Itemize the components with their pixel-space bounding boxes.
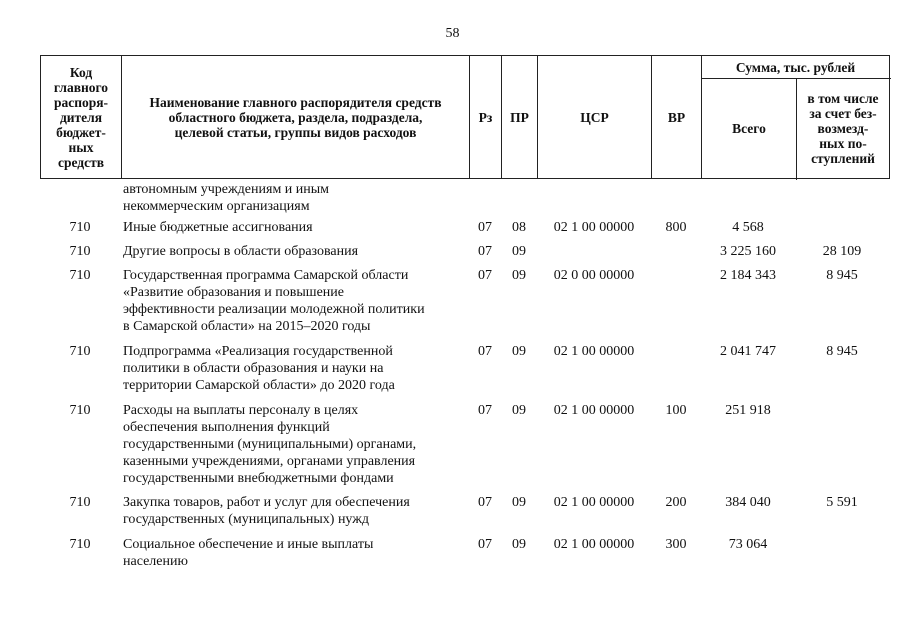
table-row-3-name: Государственная программа Самарской области «Развитие образования и повышение эффективности реализации молодежной политики в Самарской области» на 2015–2020 годы xyxy=(123,268,425,334)
header-csr: ЦСР xyxy=(580,109,609,125)
table-row-6-free: 5 591 xyxy=(826,495,858,510)
table-row-6-name: Закупка товаров, работ и услуг для обеспечения государственных (муниципальных) нужд xyxy=(123,495,410,527)
table-row-1-name: Иные бюджетные ассигнования xyxy=(123,220,313,235)
header-sum: Сумма, тыс. рублей xyxy=(735,59,856,75)
table-row-4-code: 710 xyxy=(69,344,91,359)
table-row-5-csr: 02 1 00 00000 xyxy=(553,403,635,418)
table-row-1-rz: 07 xyxy=(478,220,492,235)
table-row-6-csr: 02 1 00 00000 xyxy=(553,495,635,510)
table-row-2-pr: 09 xyxy=(512,244,526,259)
table-row-5-vr: 100 xyxy=(665,403,687,418)
table-row-7-rz: 07 xyxy=(478,537,492,552)
table-row-3-pr: 09 xyxy=(512,268,526,283)
table-row-6-code: 710 xyxy=(69,495,91,510)
table-row-7-vr: 300 xyxy=(665,537,687,552)
table-row-4-name: Подпрограмма «Реализация государственной политики в области образования и науки на территории Самарской области» до 2020 года xyxy=(123,344,395,393)
header-vr: ВР xyxy=(667,109,686,125)
table-row-3-rz: 07 xyxy=(478,268,492,283)
table-row-1-pr: 08 xyxy=(512,220,526,235)
table-row-4-csr: 02 1 00 00000 xyxy=(553,344,635,359)
table-row-7-total: 73 064 xyxy=(728,537,768,552)
table-row-4-free: 8 945 xyxy=(826,344,858,359)
table-row-2-free: 28 109 xyxy=(822,244,862,259)
table-row-1-vr: 800 xyxy=(665,220,687,235)
table-row-1-code: 710 xyxy=(69,220,91,235)
table-row-5-total: 251 918 xyxy=(725,403,771,418)
table-row-7-name: Социальное обеспечение и иные выплаты населению xyxy=(123,537,374,569)
header-total: Всего xyxy=(732,121,766,136)
table-row-1-total: 4 568 xyxy=(732,220,764,235)
table-header xyxy=(40,55,890,179)
table-row-7-pr: 09 xyxy=(512,537,526,552)
table-row-2-name: Другие вопросы в области образования xyxy=(123,244,359,259)
table-row-3-code: 710 xyxy=(69,268,91,283)
table-row-6-rz: 07 xyxy=(478,495,492,510)
table-row-0-name: автономным учреждениям и иным некоммерческим организациям xyxy=(123,182,330,214)
table-row-3-free: 8 945 xyxy=(826,268,858,283)
table-row-2-code: 710 xyxy=(69,244,91,259)
header-rz: Рз xyxy=(478,109,493,125)
table-row-7-code: 710 xyxy=(69,537,91,552)
table-row-5-name: Расходы на выплаты персоналу в целях обеспечения выполнения функций государственными (муниципальными) органами, казенными учреждениями, органами управления государственными внебюджетными фондами xyxy=(123,403,417,486)
table-row-4-rz: 07 xyxy=(478,344,492,359)
header-code: Код главного распоря- дителя бюджет- ных средств xyxy=(53,64,109,170)
header-name: Наименование главного распорядителя средств областного бюджета, раздела, подраздела, целевой статьи, группы видов расходов xyxy=(149,94,442,140)
header-free: в том числе за счет без- возмезд- ных по- ступлений xyxy=(807,91,879,166)
table-row-1-csr: 02 1 00 00000 xyxy=(553,220,635,235)
table-row-4-pr: 09 xyxy=(512,344,526,359)
table-row-2-rz: 07 xyxy=(478,244,492,259)
table-row-7-csr: 02 1 00 00000 xyxy=(553,537,635,552)
table-row-4-total: 2 041 747 xyxy=(720,344,776,359)
table-row-3-csr: 02 0 00 00000 xyxy=(553,268,635,283)
table-row-6-pr: 09 xyxy=(512,495,526,510)
table-row-6-total: 384 040 xyxy=(725,495,771,510)
table-row-6-vr: 200 xyxy=(665,495,687,510)
page-number: 58 xyxy=(445,26,460,41)
table-row-5-rz: 07 xyxy=(478,403,492,418)
table-row-2-total: 3 225 160 xyxy=(720,244,776,259)
table-row-5-code: 710 xyxy=(69,403,91,418)
header-pr: ПР xyxy=(510,109,529,125)
table-row-3-total: 2 184 343 xyxy=(720,268,776,283)
table-row-5-pr: 09 xyxy=(512,403,526,418)
